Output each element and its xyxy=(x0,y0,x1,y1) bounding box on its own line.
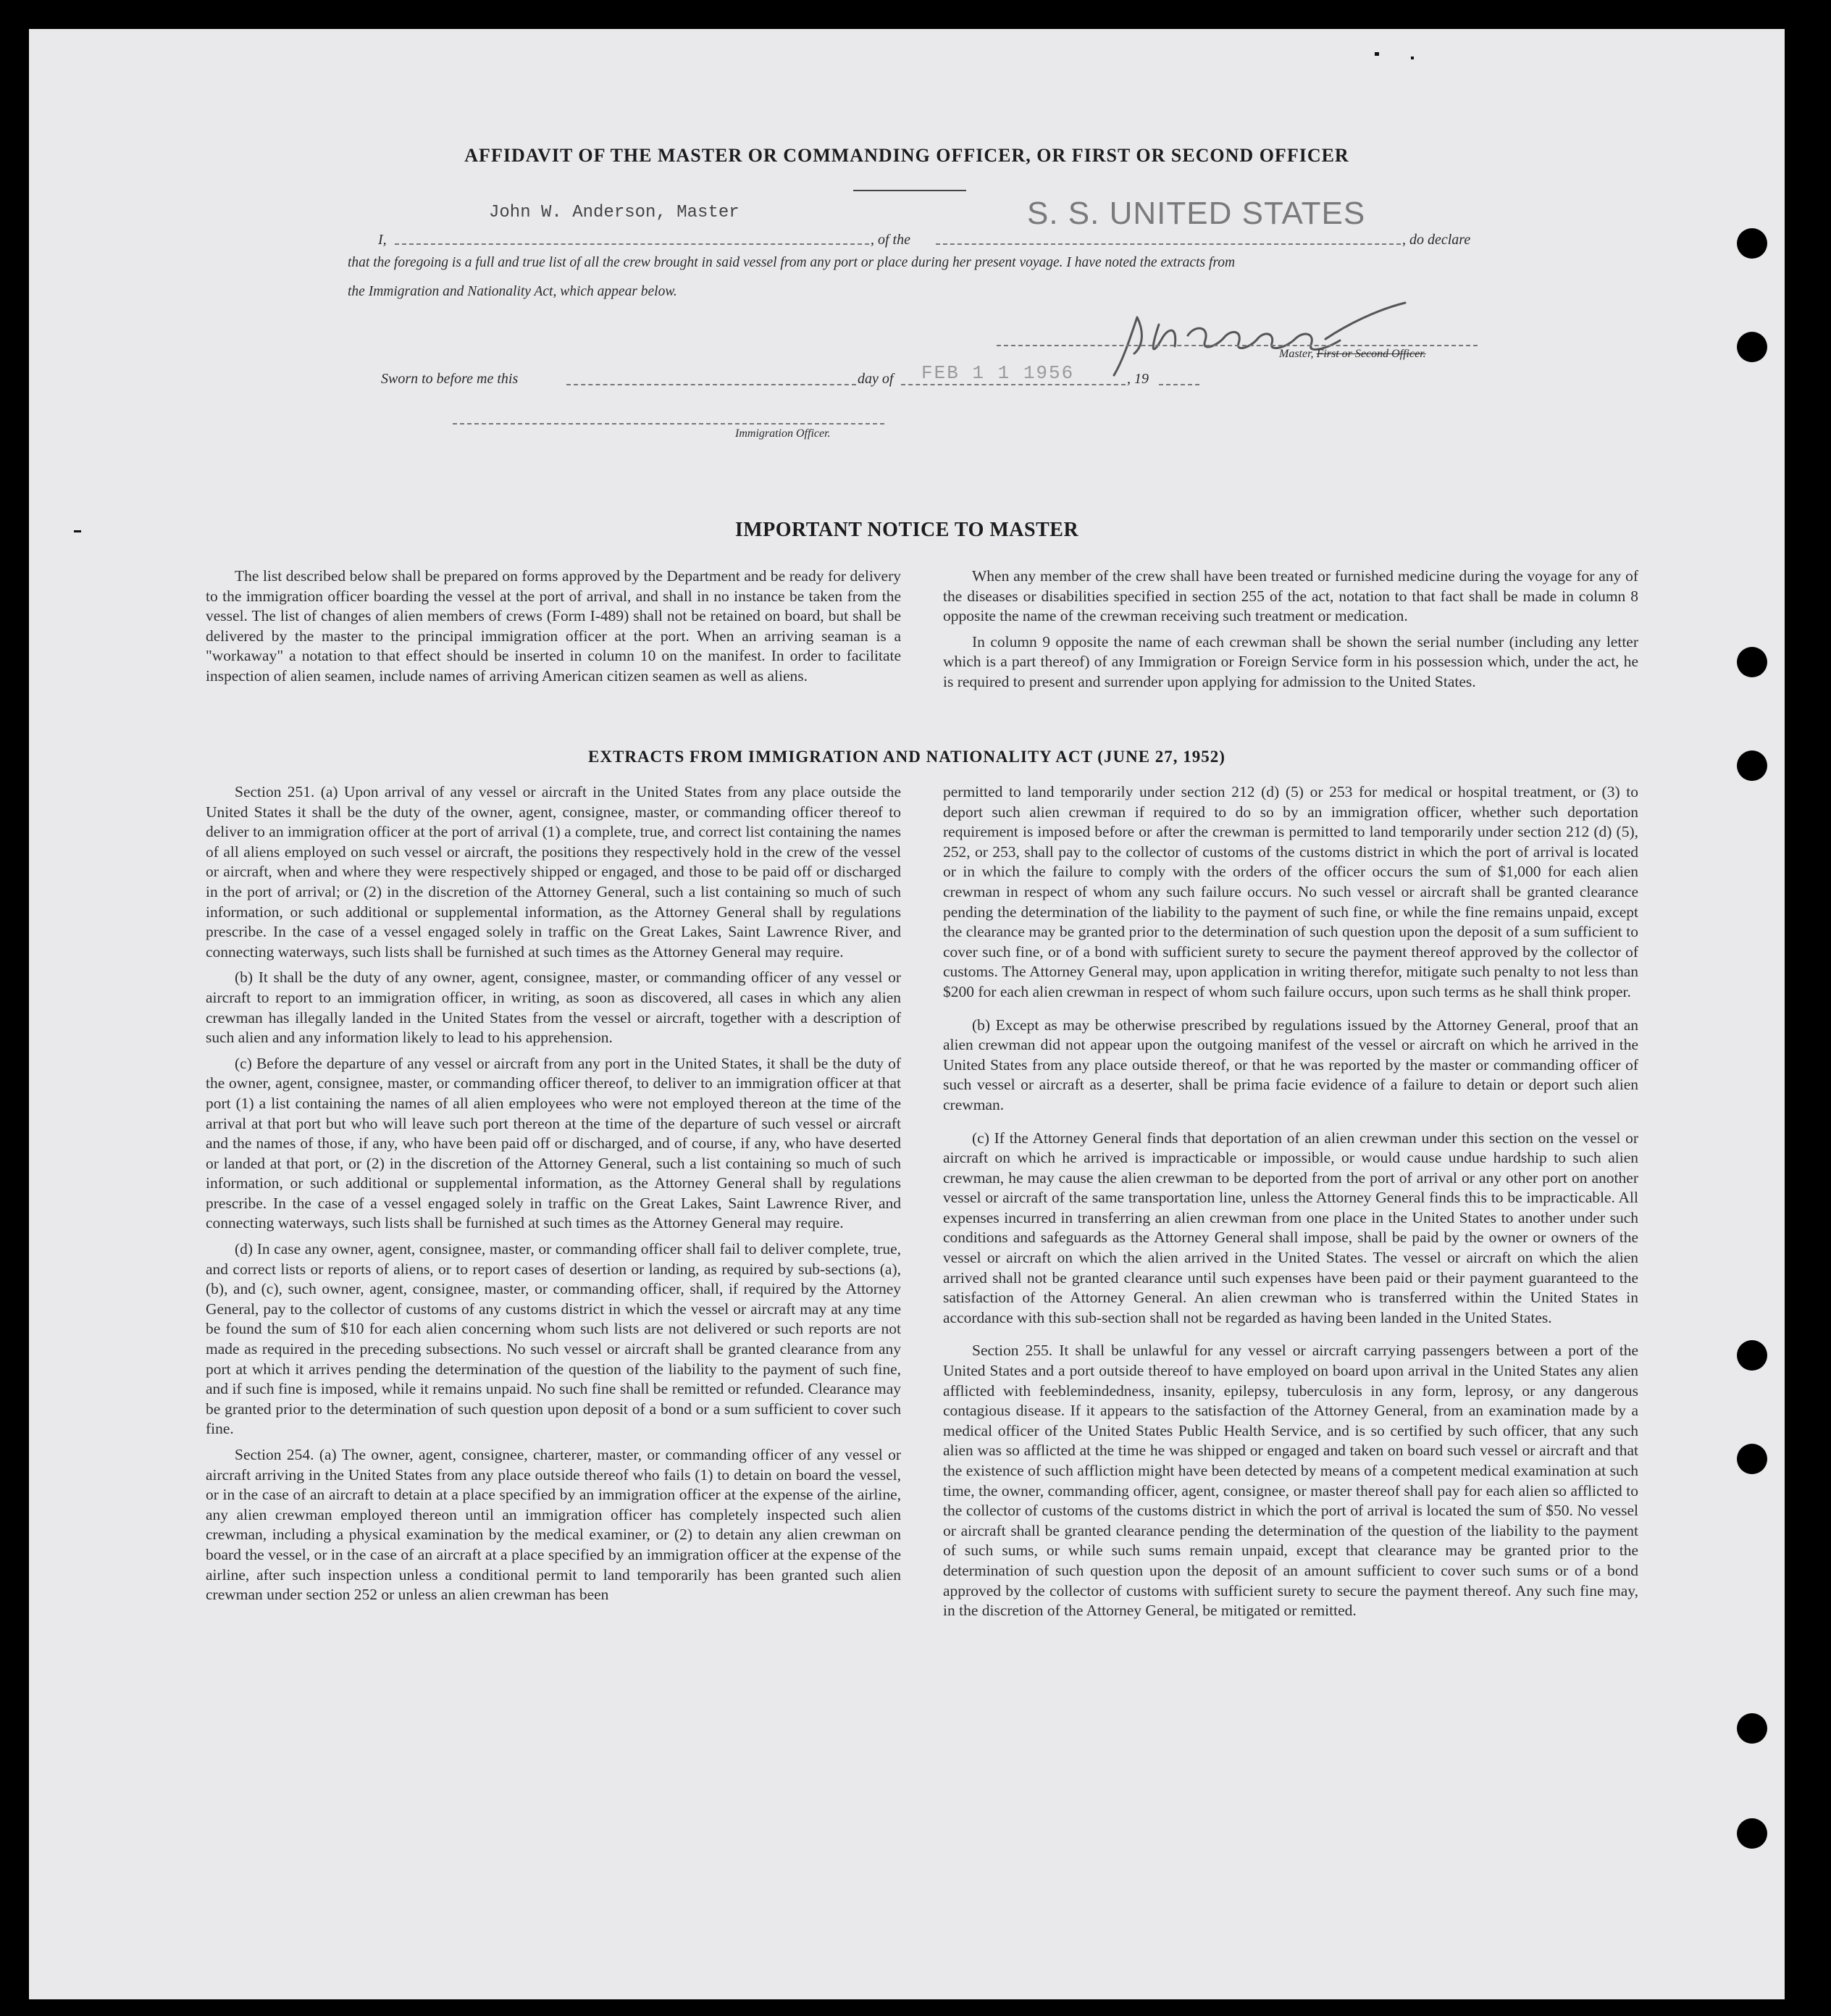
punch-hole xyxy=(1737,750,1767,781)
extracts-left-column xyxy=(206,782,901,1611)
punch-hole xyxy=(1737,332,1767,362)
notice-title: IMPORTANT NOTICE TO MASTER xyxy=(734,519,1079,541)
of-the-label: , of the xyxy=(871,232,910,248)
i-label: I, xyxy=(378,232,387,248)
section-254-c: (c) If the Attorney General finds that deportation of an alien crewman under this section on the vessel or aircraft on which he arrived is impracticable or impossible, or would cause undue hardship to such alien crewman, he may cause the alien crewman to be deported from the port of arrival or any other port on another vessel or aircraft of the same transportation line, unless the Attorney General finds this to be impracticable. All expenses incurred in transferring an alien crewman from one place in the United States to another under such conditions and safeguards as the Attorney General shall impose, shall be paid by the owner or owners of the vessel or aircraft on which the alien arrived in the United States. The vessel or aircraft on which the alien arrived shall not be granted clearance until such expenses have been paid or their payment guaranteed to the satisfaction of the Attorney General. An alien crewman who is transferred within the United States in accordance with this sub-section shall not be regarded as having been landed in the United States. xyxy=(943,1129,1638,1326)
vessel-line xyxy=(936,243,1401,245)
signer-title-master: Master, xyxy=(1279,348,1314,360)
sworn-year-line xyxy=(1159,384,1199,385)
punch-hole xyxy=(1737,1340,1767,1371)
master-name-value: John W. Anderson, Master xyxy=(489,203,739,222)
section-251-a: Section 251. (a) Upon arrival of any vessel or aircraft in the United States from any place outside the United States it shall be the duty of the owner, agent, consignee, master, or commanding officer thereof to deliver to an immigration officer at the port of arrival (1) a complete, true, and correct list containing the names of all aliens employed on such vessel or aircraft, the positions they respectively hold in the crew of the vessel or aircraft, when and where they were respectively shipped or engaged, and those to be paid off or discharged in the port of arrival; or (2) in the discretion of the Attorney General, such a list containing so much of such information, or such additional or supplemental information, as the Attorney General shall by regulations prescribe. In the case of a vessel engaged solely in traffic on the Great Lakes, Saint Lawrence River, and connecting waterways, such lists shall be furnished at such times as the Attorney General may require. xyxy=(206,783,901,961)
immigration-officer-label: Immigration Officer. xyxy=(735,427,831,440)
punch-hole xyxy=(1737,228,1767,259)
notice-right-paragraph-1: When any member of the crew shall have been treated or furnished medicine during the voyage for any of the diseases or disabilities specified in section 255 of the act, notation to that fact shall be made in column 8 opposite the name of the crewman receiving such treatment or medication. xyxy=(943,567,1638,625)
master-signature xyxy=(1108,296,1427,382)
scan-speck xyxy=(1411,57,1414,59)
notice-right-paragraph-2: In column 9 opposite the name of each crewman shall be shown the serial number (including any letter which is a part thereof) of any Immigration or Foreign Service form in his possession which, under the act, he is required to present and surrender upon applying for admission to the United States. xyxy=(943,632,1638,690)
document-page xyxy=(29,29,1785,1999)
declaration-line-1: that the foregoing is a full and true list of all the crew brought in said vessel from any port or place during her present voyage. I have noted the extracts from xyxy=(348,255,1236,270)
notice-right-column xyxy=(943,566,1638,698)
declaration-line-2: the Immigration and Nationality Act, which appear below. xyxy=(348,284,677,299)
scan-speck xyxy=(74,530,81,532)
section-254-b: (b) Except as may be otherwise prescribed by regulations issued by the Attorney General, proof that an alien crewman did not appear upon the outgoing manifest of the vessel or aircraft on which he arrived in the United States from any place outside thereof, or that he was reported by the master or commanding officer of such vessel or aircraft as a deserter, shall be prima facie evidence of a failure to detain or deport such alien crewman. xyxy=(943,1016,1638,1113)
signature-line xyxy=(997,345,1478,346)
affidavit-title: AFFIDAVIT OF THE MASTER OR COMMANDING OFFICER, OR FIRST OR SECOND OFFICER xyxy=(464,145,1349,166)
do-declare-label: , do declare xyxy=(1402,232,1471,248)
section-251-b: (b) It shall be the duty of any owner, agent, consignee, master, or commanding officer of any vessel or aircraft to report to an immigration officer, in writing, as soon as discovered, all cases in which any alien crewman has illegally landed in the United States from the vessel or aircraft, together with a description of such alien and any information likely to lead to his apprehension. xyxy=(206,969,901,1047)
extracts-title: EXTRACTS FROM IMMIGRATION AND NATIONALITY ACT (JUNE 27, 1952) xyxy=(588,748,1225,766)
notice-left-column xyxy=(206,566,901,693)
punch-hole xyxy=(1737,1444,1767,1474)
signer-title-struck: First or Second Officer. xyxy=(1316,348,1426,360)
punch-hole xyxy=(1737,1818,1767,1849)
scan-speck xyxy=(1375,52,1379,56)
extracts-right-column xyxy=(943,782,1638,1627)
section-251-c: (c) Before the departure of any vessel or aircraft from any port in the United States, it shall be the duty of the owner, agent, consignee, master, or commanding officer thereof, to deliver to an immigration officer at that port (1) a list containing the names of all alien employees who were not employed thereon at the time of the arrival at that port but who will leave such port thereon at the time of the departure of such vessel or aircraft and the names of those, if any, who have been paid off or discharged, and of course, if any, who have deserted or landed at that port, or (2) in the discretion of the Attorney General, such a list containing so much of such information, or such additional or supplemental information, as the Attorney General shall by regulations prescribe. In the case of a vessel engaged solely in traffic on the Great Lakes, Saint Lawrence River, and connecting waterways, such lists shall be furnished at such times as the Attorney General may require. xyxy=(206,1054,901,1232)
name-line xyxy=(395,243,869,245)
year-label: , 19 xyxy=(1127,371,1149,387)
sworn-label: Sworn to before me this xyxy=(381,371,519,387)
notice-left-paragraph: The list described below shall be prepared on forms approved by the Department and be ready for delivery to the immigration officer boarding the vessel at the port of arrival, and shall in no instance be taken from the vessel. The list of changes of alien members of crews (Form I-489) shall not be retained on board, but shall be delivered by the master to the principal immigration officer at the port. When an arriving seaman is a "workaway" a notation to that effect should be inserted in column 10 on the manifest. In order to facilitate inspection of alien seamen, include names of arriving American citizen seamen as well as aliens. xyxy=(206,567,901,685)
title-rule xyxy=(853,190,966,191)
sworn-day-line xyxy=(566,384,856,385)
section-254-a-continued: permitted to land temporarily under section 212 (d) (5) or 253 for medical or hospital treatment, or (3) to deport such alien crewman if required to do so by an immigration officer, whether such deportation requirement is imposed before or after the crewman is permitted to land temporarily under section 212 (d) (5), 252, or 253, shall pay to the collector of customs of the customs district in which the port of arrival is located or in which the failure to comply with the orders of the officer occurs the sum of $1,000 for each alien crewman in respect of whom any such failure occurs. No such vessel or aircraft shall be granted clearance pending the determination of the liability to the payment of such fine, or while the fine remains unpaid, except the clearance may be granted prior to the determination of such question upon the deposit of a sum sufficient to cover such fine, or of a bond with sufficient surety to secure the payment thereof approved by the collector of customs. The Attorney General may, upon application in writing therefor, mitigate such penalty to not less than $200 for each alien crewman in respect of whom such failure occurs, upon such terms as he shall think proper. xyxy=(943,783,1638,1000)
section-255: Section 255. It shall be unlawful for any vessel or aircraft carrying passengers between a port of the United States and a port outside thereof to have employed on board upon arrival in the United States any alien afflicted with feeblemindedness, insanity, epilepsy, tuberculosis in any form, leprosy, or any dangerous contagious disease. If it appears to the satisfaction of the Attorney General, from an examination made by a medical officer of the United States Public Health Service, and is so certified by such officer, that any such alien was so afflicted at the time he was shipped or engaged and taken on board such vessel or aircraft and that the existence of such affliction might have been detected by means of a competent medical examination at such time, the owner, commanding officer, agent, consignee, or master thereof shall pay for each alien so afflicted to the collector of customs of the customs district in which the port of arrival is located the sum of $50. No vessel or aircraft shall be granted clearance pending the determination of the question of the liability to the payment of such sums, or while such sums remain unpaid, except that clearance may be granted prior to the determination of such question upon the deposit of an amount sufficient to cover such sums or of a bond approved by the collector of customs with sufficient surety to secure the payment thereof. Any such fine may, in the discretion of the Attorney General, be mitigated or remitted. xyxy=(943,1342,1638,1620)
punch-hole xyxy=(1737,1713,1767,1744)
day-of-label: day of xyxy=(858,371,894,387)
section-254-a: Section 254. (a) The owner, agent, consignee, charterer, master, or commanding officer of any vessel or aircraft arriving in the United States from any place outside thereof who fails (1) to detain on board the vessel, or in the case of an aircraft to detain at a place specified by an immigration officer at the expense of the airline, any alien crewman employed thereon until an immigration officer has completely inspected such alien crewman, including a physical examination by the medical examiner, or (2) to detain any alien crewman on board the vessel, or in the case of an aircraft at a place specified by an immigration officer at the expense of the airline, after such inspection unless a conditional permit to land temporarily has been granted such alien crewman under section 252 or unless an alien crewman has been xyxy=(206,1446,901,1604)
signer-title xyxy=(1279,348,1426,361)
date-stamp: FEB 1 1 1956 xyxy=(921,362,1075,384)
immigration-officer-line xyxy=(453,423,884,424)
punch-hole xyxy=(1737,647,1767,677)
section-251-d: (d) In case any owner, agent, consignee, master, or commanding officer shall fail to deliver complete, true, and correct lists or reports of aliens, or to report cases of desertion or landing, as required by sub-sections (a), (b), and (c), such owner, agent, consignee, master, or commanding officer, shall, if required by the Attorney General, pay to the collector of customs of any customs district in which the vessel or aircraft may at any time be found the sum of $10 for each alien concerning whom such lists are not delivered or such reports are not made as required in the preceding subsections. No such vessel or aircraft shall be granted clearance from any port at which it arrives pending the determination of the question of the liability to the payment of such fine, and if such fine is imposed, while it remains unpaid. No such fine shall be remitted or refunded. Clearance may be granted prior to the determination of such question upon deposit of a bond or a sum sufficient to cover such fine. xyxy=(206,1240,901,1438)
sworn-month-line xyxy=(901,384,1126,385)
vessel-name-value: S. S. UNITED STATES xyxy=(1027,196,1366,231)
